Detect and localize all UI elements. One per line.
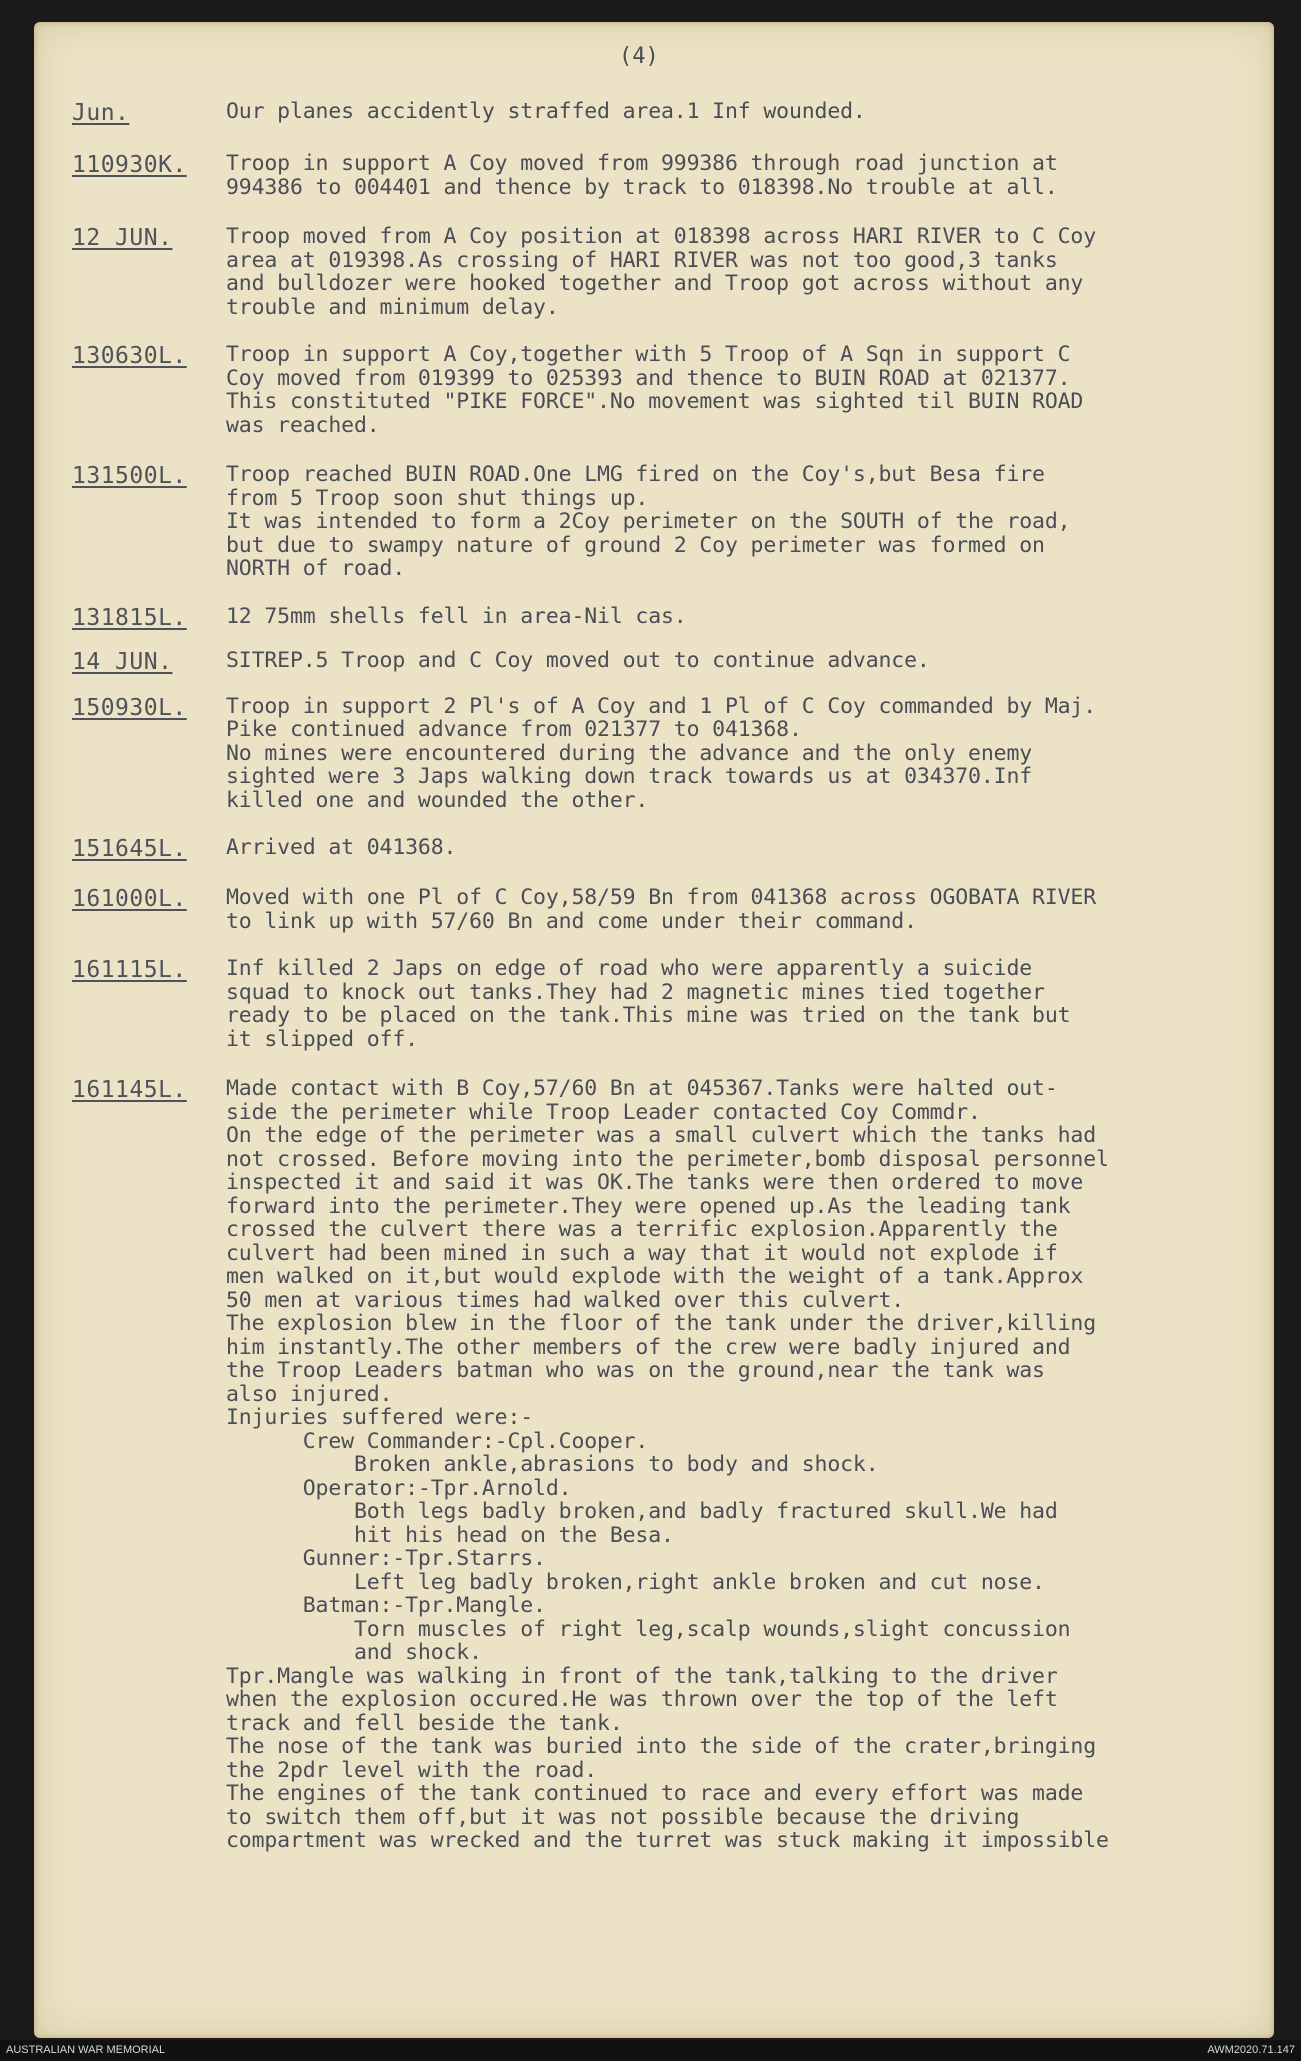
entry-text-line: The engines of the tank continued to race and every effort was made <box>226 1781 1084 1806</box>
entry-date: 161115L. <box>72 957 187 983</box>
entry-text-line: but due to swampy nature of ground 2 Coy perimeter was formed on <box>226 532 1045 558</box>
entry-text <box>226 100 1252 124</box>
entry-text-line: killed one and wounded the other. <box>226 787 649 813</box>
entry-text-line: trouble and minimum delay. <box>226 294 559 320</box>
entry-text-line: to link up with 57/60 Bn and come under their command. <box>226 908 917 934</box>
footer-bar <box>0 2040 1301 2061</box>
entry-text-line: side the perimeter while Troop Leader contacted Coy Commdr. <box>226 1099 981 1125</box>
entry-text-line: Tpr.Mangle was walking in front of the tank,talking to the driver <box>226 1663 1058 1689</box>
entry-text-line: Torn muscles of right leg,scalp wounds,slight concussion <box>226 1616 1071 1642</box>
entry-text <box>226 152 1252 199</box>
entry-date: 14 JUN. <box>72 648 173 675</box>
entry-text <box>226 343 1252 437</box>
entry-text-line: ready to be placed on the tank.This mine was tried on the tank but <box>226 1003 1071 1028</box>
entry-text-line: Our planes accidently straffed area.1 Inf wounded. <box>226 99 866 124</box>
entry-text-line: It was intended to form a 2Coy perimeter on the SOUTH of the road, <box>226 509 1071 534</box>
entry-date: 12 JUN. <box>72 225 173 251</box>
entry-date: 161000L. <box>72 886 187 912</box>
entry-text-line: Troop in support A Coy,together with 5 Troop of A Sqn in support C <box>226 342 1071 367</box>
entry-text-line: Arrived at 041368. <box>226 835 457 860</box>
entry-text <box>226 463 1252 581</box>
entry-text-line: forward into the perimeter.They were opened up.As the leading tank <box>226 1193 1071 1219</box>
entry-text-line: This constituted "PIKE FORCE".No movement was sighted til BUIN ROAD <box>226 389 1084 414</box>
entry-text-line: Troop in support 2 Pl's of A Coy and 1 Pl of C Coy commanded by Maj. <box>226 693 1096 719</box>
entry-text-line: squad to knock out tanks.They had 2 magnetic mines tied together <box>226 979 1045 1005</box>
entry-text <box>226 1077 1252 1853</box>
entry-text-line: not crossed. Before moving into the perimeter,bomb disposal personnel <box>226 1146 1109 1172</box>
diary-entry <box>72 463 1252 581</box>
entry-text-line: when the explosion occured.He was thrown over the top of the left <box>226 1687 1058 1712</box>
footer-archive-name: AUSTRALIAN WAR MEMORIAL <box>6 2044 166 2056</box>
diary-entry <box>72 225 1252 319</box>
entry-text-line: hit his head on the Besa. <box>226 1522 674 1548</box>
entry-text-line: crossed the culvert there was a terrific explosion.Apparently the <box>226 1217 1058 1242</box>
entry-text-line: Operator:-Tpr.Arnold. <box>226 1475 572 1501</box>
entry-text-line: The nose of the tank was buried into the side of the crater,bringing <box>226 1734 1096 1759</box>
entry-text-line: SITREP.5 Troop and C Coy moved out to continue advance. <box>226 647 930 673</box>
entry-text-line: culvert had been mined in such a way that it would not explode if <box>226 1240 1058 1266</box>
entry-text-line: NORTH of road. <box>226 556 406 581</box>
entry-date: 151645L. <box>72 836 187 862</box>
entry-text-line: Both legs badly broken,and badly fractured skull.We had <box>226 1499 1058 1524</box>
war-diary-entries <box>72 78 1252 1853</box>
entry-text-line: sighted were 3 Japs walking down track towards us at 034370.Inf <box>226 764 1033 789</box>
document-page <box>34 22 1274 2038</box>
entry-text-line: Injuries suffered were:- <box>226 1405 534 1430</box>
entry-text-line: inspected it and said it was OK.The tanks were then ordered to move <box>226 1170 1084 1195</box>
entry-text-line: area at 019398.As crossing of HARI RIVER was not too good,3 tanks <box>226 247 1058 273</box>
entry-text-line: No mines were encountered during the advance and the only enemy <box>226 740 1033 766</box>
entry-text-line: and shock. <box>226 1640 482 1665</box>
diary-entry <box>72 152 1252 199</box>
entry-text <box>226 225 1252 319</box>
entry-text-line: Troop in support A Coy moved from 999386 through road junction at <box>226 151 1058 176</box>
entry-text-line: the Troop Leaders batman who was on the ground,near the tank was <box>226 1358 1045 1383</box>
entry-text-line: compartment was wrecked and the turret was stuck making it impossible <box>226 1828 1109 1853</box>
entry-text <box>226 886 1252 933</box>
entry-text <box>226 649 1252 673</box>
footer-item-id: AWM2020.71.147 <box>1207 2044 1295 2056</box>
entry-date: 131815L. <box>72 604 187 631</box>
entry-text-line: it slipped off. <box>226 1026 418 1052</box>
entry-text-line: Made contact with B Coy,57/60 Bn at 045367.Tanks were halted out- <box>226 1076 1058 1101</box>
entry-text-line: from 5 Troop soon shut things up. <box>226 485 649 511</box>
entry-text-line: The explosion blew in the floor of the tank under the driver,killing <box>226 1311 1096 1336</box>
entry-text-line: him instantly.The other members of the crew were badly injured and <box>226 1334 1071 1360</box>
entry-text-line: 994386 to 004401 and thence by track to 018398.No trouble at all. <box>226 174 1058 200</box>
entry-text <box>226 957 1252 1051</box>
entry-text-line: Inf killed 2 Japs on edge of road who were apparently a suicide <box>226 956 1033 981</box>
entry-text-line: Gunner:-Tpr.Starrs. <box>226 1546 546 1571</box>
entry-date: 110930K. <box>72 152 187 178</box>
entry-date: Jun. <box>72 100 130 126</box>
diary-entry <box>72 100 1252 126</box>
entry-text-line: On the edge of the perimeter was a small culvert which the tanks had <box>226 1123 1096 1148</box>
entry-text-line: Troop moved from A Coy position at 018398 across HARI RIVER to C Coy <box>226 224 1096 249</box>
entry-date: 130630L. <box>72 343 187 369</box>
entry-text <box>226 695 1252 813</box>
entry-text-line: 12 75mm shells fell in area-Nil cas. <box>226 603 687 629</box>
entry-text-line: and bulldozer were hooked together and Troop got across without any <box>226 271 1084 296</box>
entry-text-line: to switch them off,but it was not possible because the driving <box>226 1804 1020 1830</box>
diary-entry <box>72 957 1252 1051</box>
diary-entry <box>72 649 1252 675</box>
entry-text-line: 50 men at various times had walked over this culvert. <box>226 1287 905 1313</box>
diary-entry <box>72 886 1252 933</box>
entry-text-line: also injured. <box>226 1381 393 1407</box>
entry-text-line: men walked on it,but would explode with the weight of a tank.Approx <box>226 1264 1084 1289</box>
diary-entry <box>72 605 1252 631</box>
entry-text-line: Crew Commander:-Cpl.Cooper. <box>226 1428 649 1454</box>
diary-entry <box>72 695 1252 813</box>
entry-text-line: Troop reached BUIN ROAD.One LMG fired on the Coy's,but Besa fire <box>226 462 1045 487</box>
entry-text-line: Moved with one Pl of C Coy,58/59 Bn from 041368 across OGOBATA RIVER <box>226 885 1096 910</box>
entry-text-line: Pike continued advance from 021377 to 041368. <box>226 717 802 742</box>
entry-text-line: the 2pdr level with the road. <box>226 1757 598 1783</box>
entry-text-line: Left leg badly broken,right ankle broken and cut nose. <box>226 1569 1045 1595</box>
entry-text <box>226 605 1252 629</box>
entry-text <box>226 836 1252 860</box>
entry-text-line: was reached. <box>226 412 380 438</box>
page-number: (4) <box>619 44 659 69</box>
entry-text-line: Batman:-Tpr.Mangle. <box>226 1593 546 1618</box>
entry-text-line: Broken ankle,abrasions to body and shock. <box>226 1452 879 1477</box>
entry-text-line: track and fell beside the tank. <box>226 1710 623 1736</box>
entry-date: 161145L. <box>72 1077 187 1103</box>
diary-entry <box>72 1077 1252 1853</box>
entry-date: 150930L. <box>72 694 187 721</box>
diary-entry <box>72 343 1252 437</box>
entry-date: 131500L. <box>72 463 187 489</box>
entry-text-line: Coy moved from 019399 to 025393 and thence to BUIN ROAD at 021377. <box>226 365 1071 391</box>
diary-entry <box>72 836 1252 862</box>
